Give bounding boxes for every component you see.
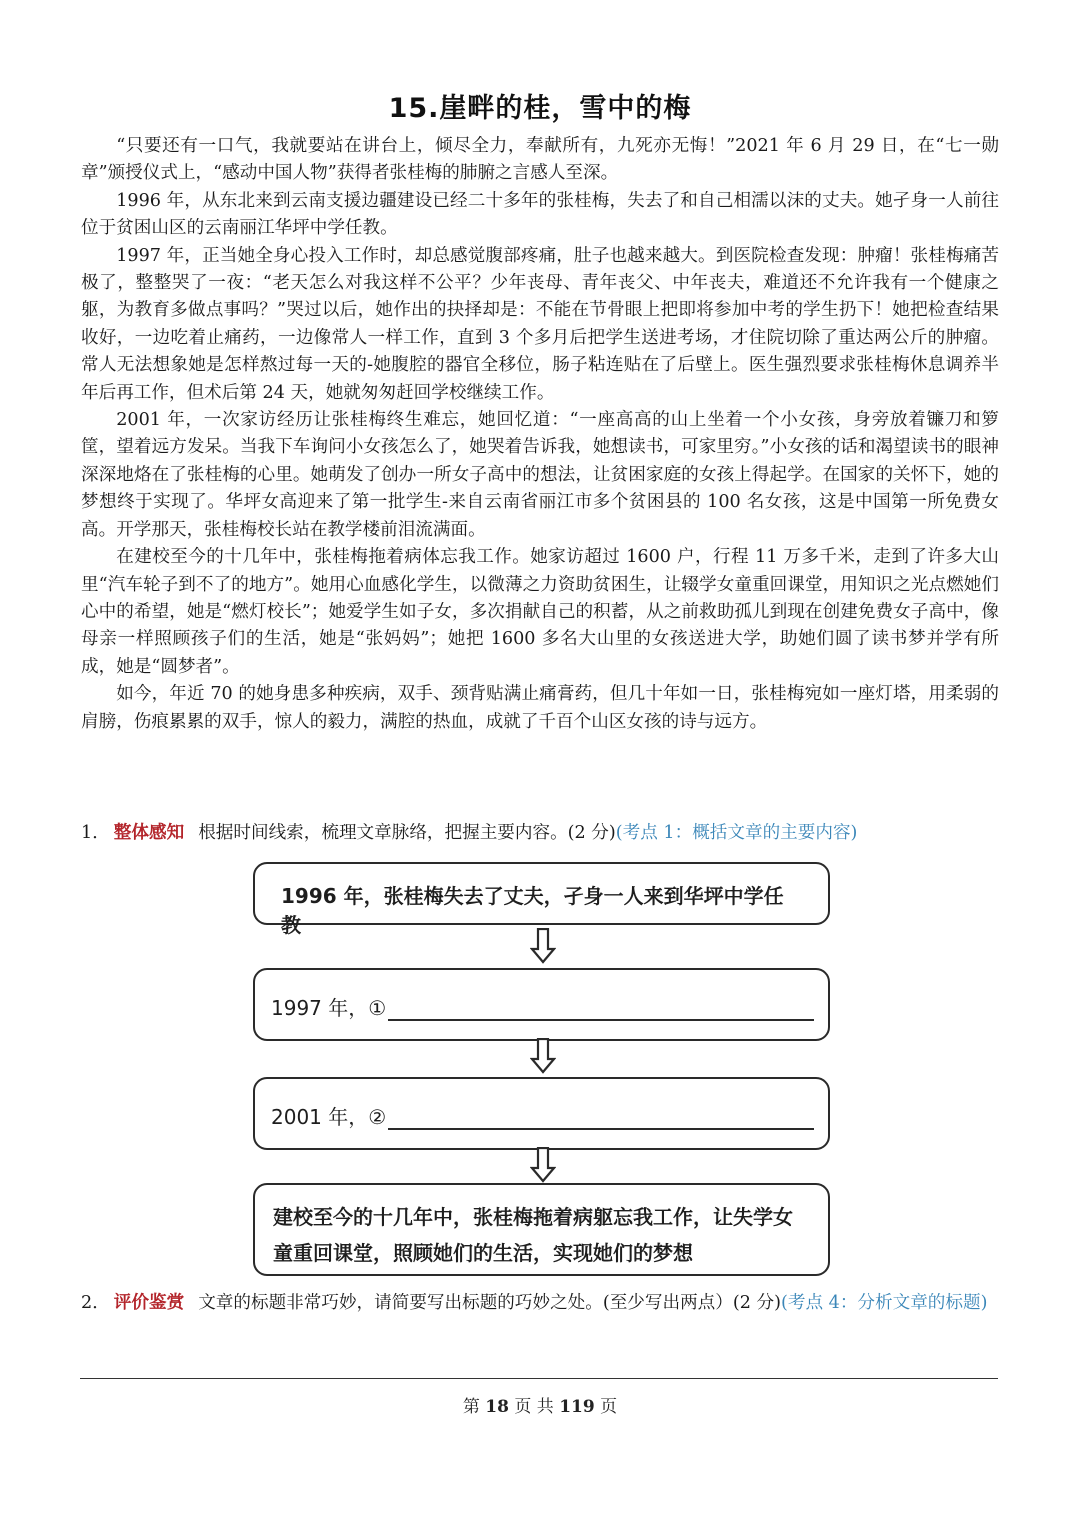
- paragraph: 2001 年，一次家访经历让张桂梅终生难忘，她回忆道：“一座高高的山上坐着一个小女孩，身旁放着镰刀和箩筐，望着远方发呆。当我下车询问小女孩怎么了，她哭着告诉我，她想读书，可家里穷。”小女孩的话和渴望读书的眼神深深地烙在了张桂梅的心里。她萌发了创办一所女子高中的想法，让贫困家庭的女孩上得起学。在国家的关怀下，她的梦想终于实现了。华坪女高迎来了第一批学生-来自云南省丽江市多个贫困县的 100 名女孩，这是中国第一所免费女高。开学那天，张桂梅校长站在教学楼前泪流满面。: [81, 410, 999, 540]
- question-label: 整体感知: [113, 823, 185, 843]
- question-text: 文章的标题非常巧妙，请简要写出标题的巧妙之处。(至少写出两点）(2 分): [198, 1293, 781, 1313]
- paragraph: 1996 年，从东北来到云南支援边疆建设已经二十多年的张桂梅，失去了和自己相濡以沫的丈夫。她孑身一人前往位于贫困山区的云南丽江华坪中学任教。: [81, 190, 999, 239]
- paragraph: 在建校至今的十几年中，张桂梅拖着病体忘我工作。她家访超过 1600 户，行程 11 万多千米，走到了许多大山里“汽车轮子到不了的地方”。她用心血感化学生，以微薄之力资助贫困生，让辍学女童重回课堂，用知识之光点燃她们心中的希望，她是“燃灯校长”；她爱学生如子女，多次捐献自己的积蓄，从之前救助孤儿到现在创建免费女子高中，像母亲一样照顾孩子们的生活，她是“张妈妈”；她把 1600 多名大山里的女孩送进大学，助她们圆了读书梦并学有所成，她是“圆梦者”。: [81, 547, 999, 677]
- down-arrow-icon: [530, 1038, 556, 1074]
- footer-post: 页: [600, 1397, 618, 1417]
- page-footer: [0, 1392, 1080, 1417]
- article-body: [81, 133, 999, 736]
- answer-blank-1[interactable]: [388, 995, 814, 1021]
- flow-box-1997: [253, 968, 830, 1041]
- question-number: 2．: [81, 1293, 110, 1313]
- footer-pre: 第: [462, 1397, 480, 1417]
- paragraph: 1997 年，正当她全身心投入工作时，却总感觉腹部疼痛，肚子也越来越大。到医院检查发现：肿瘤！张桂梅痛苦极了，整整哭了一夜：“老天怎么对我这样不公平？少年丧母、青年丧父、中年丧夫，难道还不允许我有一个健康之躯，为教育多做点事吗？”哭过以后，她作出的抉择却是：不能在节骨眼上把即将参加中考的学生扔下！她把检查结果收好，一边吃着止痛药，一边像常人一样工作，直到 3 个多月后把学生送进考场，才住院切除了重达两公斤的肿瘤。常人无法想象她是怎样熬过每一天的-她腹腔的器官全移位，肠子粘连贴在了后壁上。医生强烈要求张桂梅休息调养半年后再工作，但术后第 24 天，她就匆匆赶回学校继续工作。: [81, 245, 999, 403]
- current-page-number: 18: [485, 1397, 509, 1417]
- flow-box-prefix: 2001 年，②: [271, 1105, 387, 1129]
- question-text: 根据时间线索，梳理文章脉络，把握主要内容。(2 分): [198, 823, 616, 843]
- question-1: [81, 818, 1001, 849]
- paragraph: 如今，年近 70 的她身患多种疾病，双手、颈背贴满止痛膏药，但几十年如一日，张桂梅宛如一座灯塔，用柔弱的肩膀，伤痕累累的双手，惊人的毅力，满腔的热血，成就了千百个山区女孩的诗与远方。: [81, 684, 999, 732]
- paragraph: “只要还有一口气，我就要站在讲台上，倾尽全力，奉献所有，九死亦无悔！”2021 年 6 月 29 日，在“七一勋章”颁授仪式上，“感动中国人物”获得者张桂梅的肺腑之言感人至深。: [81, 136, 999, 184]
- footer-divider: [80, 1378, 998, 1379]
- total-page-count: 119: [559, 1397, 595, 1417]
- flow-box-prefix: 1997 年，①: [271, 996, 387, 1020]
- flow-box-2001: [253, 1077, 830, 1150]
- question-kaodian: (考点 4：分析文章的标题): [780, 1293, 988, 1313]
- question-label: 评价鉴赏: [113, 1293, 185, 1313]
- flow-box-1996: [253, 862, 830, 937]
- flow-box-present: [253, 1183, 830, 1276]
- flow-box-text: 建校至今的十几年中，张桂梅拖着病躯忘我工作，让失学女童重回课堂，照顾她们的生活，实现她们的梦想: [273, 1205, 793, 1265]
- question-2: [81, 1288, 1001, 1319]
- page-title: 15.崖畔的桂，雪中的梅: [388, 93, 692, 124]
- down-arrow-icon: [530, 1147, 556, 1183]
- question-kaodian: (考点 1：概括文章的主要内容): [615, 823, 858, 843]
- answer-blank-2[interactable]: [388, 1104, 814, 1130]
- question-number: 1．: [81, 823, 110, 843]
- flow-box-text: 1996 年，张桂梅失去了丈夫，孑身一人来到华坪中学任教: [281, 884, 784, 937]
- down-arrow-icon: [530, 928, 556, 964]
- footer-mid: 页 共: [514, 1397, 554, 1417]
